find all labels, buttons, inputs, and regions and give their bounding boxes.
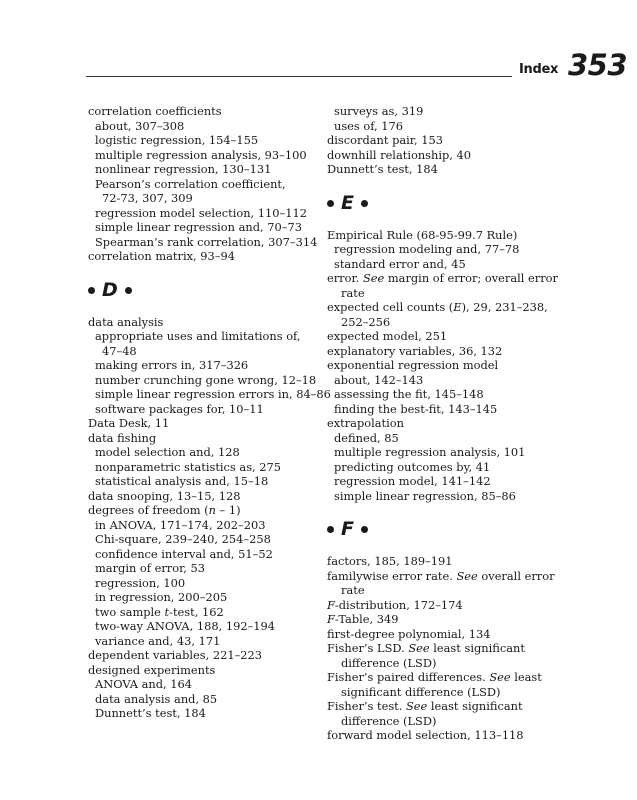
index-entry: correlation coefficients: [88, 104, 222, 118]
index-entry: Empirical Rule (68-95-99.7 Rule): [327, 227, 518, 242]
index-subentry: predicting outcomes by, 41: [334, 459, 491, 474]
index-entry: data analysis: [88, 314, 164, 329]
index-subentry: ANOVA and, 164: [95, 677, 193, 691]
letter-heading: [327, 515, 557, 544]
index-entry: extrapolation: [327, 416, 404, 430]
index-entry: Data Desk, 11: [88, 416, 170, 430]
letter-heading-text: F: [341, 518, 354, 541]
index-entry: Fisher’s paired differences. See least: [327, 670, 542, 684]
index-entry: exponential regression model: [327, 358, 499, 372]
index-column-left: [88, 104, 331, 721]
index-subentry: simple linear regression errors in, 84–86: [95, 387, 331, 401]
index-subentry: nonlinear regression, 130–131: [95, 162, 272, 176]
index-entry: familywise error rate. See overall error: [327, 568, 555, 583]
index-entry: degrees of freedom (n – 1): [88, 503, 241, 517]
index-entry-continuation: rate: [341, 583, 365, 597]
section-label: Index: [519, 62, 559, 77]
index-subentry: two sample t-test, 162: [95, 604, 224, 619]
index-subentry: Dunnett’s test, 184: [95, 706, 206, 720]
index-entry: data snooping, 13–15, 128: [88, 488, 241, 503]
index-column-right: [327, 104, 557, 743]
bullet-icon: [327, 200, 334, 207]
letter-heading-text: E: [341, 191, 354, 214]
index-subentry: standard error and, 45: [334, 256, 466, 271]
index-subentry: variance and, 43, 171: [95, 633, 221, 648]
index-subentry: about, 307–308: [95, 118, 185, 133]
letter-heading-text: D: [102, 278, 118, 301]
index-subentry: in regression, 200–205: [95, 590, 228, 604]
index-subentry: data analysis and, 85: [95, 691, 218, 706]
bullet-icon: [327, 526, 334, 533]
index-subentry: appropriate uses and limitations of,: [95, 329, 301, 343]
letter-heading: [327, 189, 557, 218]
index-subentry: margin of error, 53: [95, 561, 206, 575]
index-subentry: simple linear regression and, 70–73: [95, 220, 302, 234]
index-entry: F-distribution, 172–174: [327, 597, 463, 612]
index-subentry: number crunching gone wrong, 12–18: [95, 372, 317, 387]
index-entry: F-Table, 349: [327, 612, 399, 626]
index-subentry: simple linear regression, 85–86: [334, 488, 516, 503]
index-subentry: multiple regression analysis, 101: [334, 445, 526, 459]
index-subentry: surveys as, 319: [334, 104, 424, 118]
index-entry-continuation: rate: [341, 285, 365, 300]
index-entry: forward model selection, 113–118: [327, 728, 524, 742]
index-subentry: logistic regression, 154–155: [95, 133, 259, 147]
index-entry-continuation: significant difference (LSD): [341, 684, 501, 699]
index-subentry: in ANOVA, 171–174, 202–203: [95, 517, 266, 532]
index-subentry: statistical analysis and, 15–18: [95, 474, 269, 488]
index-entry-continuation: difference (LSD): [341, 655, 437, 670]
index-entry-continuation: difference (LSD): [341, 713, 437, 728]
bullet-icon: [125, 287, 132, 294]
index-entry: discordant pair, 153: [327, 133, 443, 147]
header-rule: [86, 76, 512, 77]
index-entry-continuation: 72-73, 307, 309: [102, 191, 193, 205]
page-number: 353: [568, 48, 628, 82]
index-entry: error. See margin of error; overall error: [327, 271, 558, 285]
index-subentry: defined, 85: [334, 430, 399, 445]
index-subentry: Pearson’s correlation coefficient,: [95, 176, 286, 191]
index-entry: Fisher’s test. See least significant: [327, 699, 523, 713]
index-subentry: regression model, 141–142: [334, 474, 491, 488]
bullet-icon: [88, 287, 95, 294]
index-entry: designed experiments: [88, 662, 216, 677]
index-subentry: uses of, 176: [334, 118, 404, 133]
index-subentry: Chi-square, 239–240, 254–258: [95, 532, 271, 546]
letter-heading: [88, 276, 316, 305]
index-subentry: finding the best-fit, 143–145: [334, 401, 498, 416]
index-entry: factors, 185, 189–191: [327, 554, 453, 568]
index-entry-continuation: 47–48: [102, 343, 137, 358]
index-entry: first-degree polynomial, 134: [327, 626, 491, 641]
bullet-icon: [361, 200, 368, 207]
index-subentry: Spearman’s rank correlation, 307–314: [95, 234, 318, 249]
index-entry: explanatory variables, 36, 132: [327, 343, 503, 358]
index-subentry: software packages for, 10–11: [95, 401, 264, 416]
index-subentry: multiple regression analysis, 93–100: [95, 147, 307, 162]
index-subentry: about, 142–143: [334, 372, 424, 387]
index-entry-continuation: 252–256: [341, 314, 391, 329]
index-entry: expected model, 251: [327, 329, 448, 343]
index-subentry: assessing the fit, 145–148: [334, 387, 484, 401]
index-entry: expected cell counts (E), 29, 231–238,: [327, 300, 548, 314]
index-subentry: regression modeling and, 77–78: [334, 242, 520, 256]
index-entry: data fishing: [88, 430, 157, 445]
index-subentry: regression model selection, 110–112: [95, 205, 307, 220]
index-entry: downhill relationship, 40: [327, 147, 472, 162]
index-entry: Fisher’s LSD. See least significant: [327, 641, 525, 655]
bullet-icon: [361, 526, 368, 533]
index-subentry: nonparametric statistics as, 275: [95, 459, 282, 474]
index-subentry: model selection and, 128: [95, 445, 240, 459]
index-entry: Dunnett’s test, 184: [327, 162, 438, 176]
index-subentry: two-way ANOVA, 188, 192–194: [95, 619, 276, 633]
index-entry: correlation matrix, 93–94: [88, 249, 235, 263]
index-subentry: making errors in, 317–326: [95, 358, 249, 372]
index-subentry: regression, 100: [95, 575, 186, 590]
index-entry: dependent variables, 221–223: [88, 648, 263, 662]
index-subentry: confidence interval and, 51–52: [95, 546, 273, 561]
